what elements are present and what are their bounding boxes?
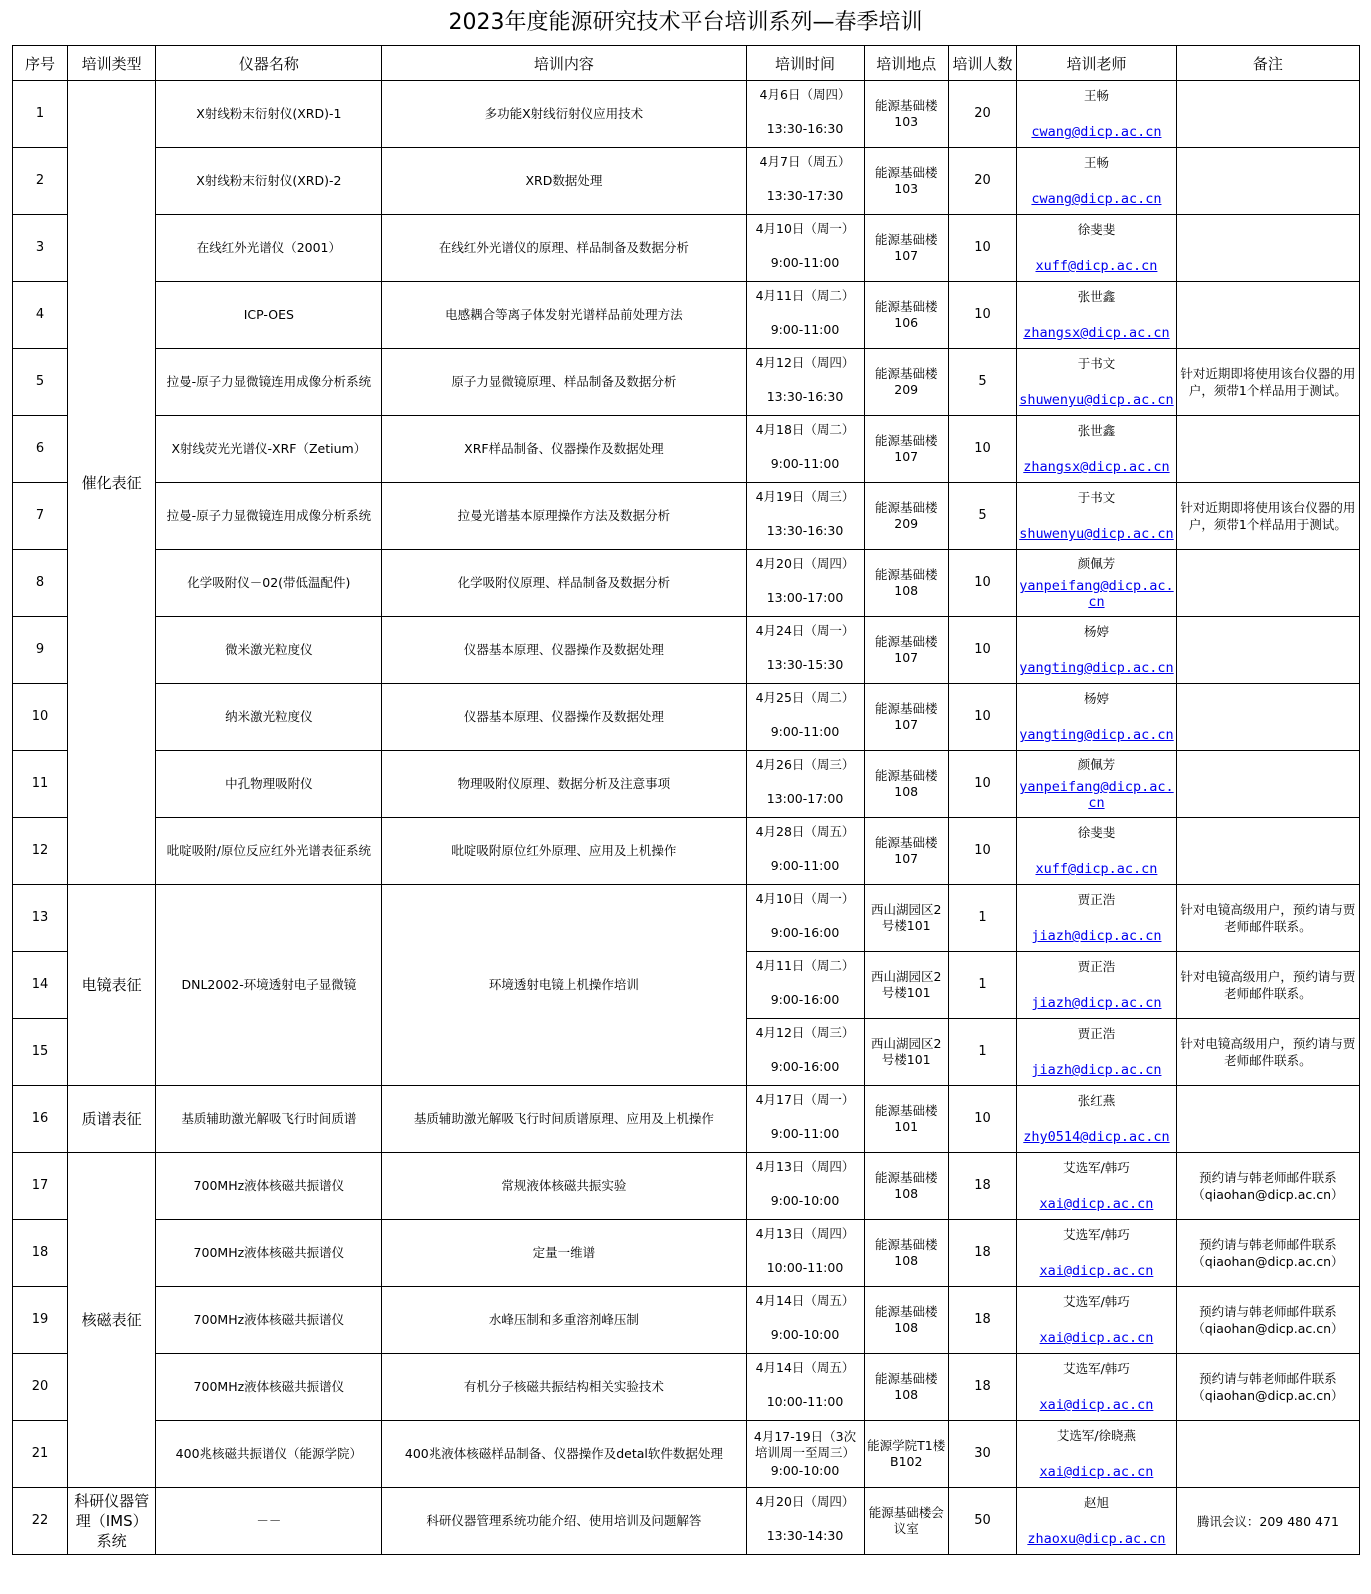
trainer-email-link[interactable]: jiazh@dicp.ac.cn [1031,928,1162,944]
training-capacity: 20 [948,81,1016,148]
remarks [1176,1421,1359,1488]
training-hours: 9:00-11:00 [770,456,840,471]
trainer-email-link[interactable]: cwang@dicp.ac.cn [1031,124,1162,140]
row-number: 3 [13,215,68,282]
remarks [1176,751,1359,818]
trainer-email-link[interactable]: jiazh@dicp.ac.cn [1031,1062,1162,1078]
training-capacity: 10 [948,818,1016,885]
training-location: 能源基础楼108 [864,1287,948,1354]
training-category: 科研仪器管理（IMS）系统 [67,1488,156,1555]
training-time [746,885,864,952]
table-row [13,483,1360,550]
trainer-name: 颜佩芳 [1077,757,1116,772]
training-location: 能源基础楼108 [864,1153,948,1220]
training-capacity: 10 [948,550,1016,617]
table-row [13,550,1360,617]
table-row [13,416,1360,483]
training-location: 能源基础楼会议室 [864,1488,948,1555]
trainer-email-link[interactable]: xuff@dicp.ac.cn [1035,861,1158,877]
training-date: 4月14日（周五） [755,1293,855,1308]
training-category: 质谱表征 [67,1086,156,1153]
table-row [13,349,1360,416]
training-date: 4月18日（周二） [755,422,855,437]
training-location: 能源基础楼107 [864,215,948,282]
training-location: 能源学院T1楼B102 [864,1421,948,1488]
training-content: 原子力显微镜原理、样品制备及数据分析 [382,349,746,416]
row-number: 15 [13,1019,68,1086]
instrument-name: 在线红外光谱仪（2001） [156,215,382,282]
trainer-email-link[interactable]: shuwenyu@dicp.ac.cn [1019,526,1174,542]
row-number: 8 [13,550,68,617]
trainer-name: 张世鑫 [1077,423,1116,438]
remarks: 预约请与韩老师邮件联系（qiaohan@dicp.ac.cn） [1176,1354,1359,1421]
training-location: 能源基础楼101 [864,1086,948,1153]
training-content: 物理吸附仪原理、数据分析及注意事项 [382,751,746,818]
training-location: 能源基础楼108 [864,1354,948,1421]
training-content: XRF样品制备、仪器操作及数据处理 [382,416,746,483]
trainer-email-link[interactable]: shuwenyu@dicp.ac.cn [1019,392,1174,408]
trainer-name: 艾选军/韩巧 [1063,1294,1130,1309]
trainer-email-link[interactable]: xai@dicp.ac.cn [1039,1464,1154,1480]
training-hours: 13:30-17:30 [766,188,844,203]
training-location: 能源基础楼107 [864,416,948,483]
trainer [1017,81,1177,148]
training-hours: 9:00-11:00 [770,1126,840,1141]
training-content: 科研仪器管理系统功能介绍、使用培训及问题解答 [382,1488,746,1555]
training-location: 西山湖园区2号楼101 [864,1019,948,1086]
training-capacity: 10 [948,684,1016,751]
remarks: 针对电镜高级用户，预约请与贾老师邮件联系。 [1176,952,1359,1019]
remarks: 针对电镜高级用户，预约请与贾老师邮件联系。 [1176,885,1359,952]
column-header: 培训地点 [864,46,948,81]
trainer [1017,1019,1177,1086]
training-content: 仪器基本原理、仪器操作及数据处理 [382,684,746,751]
training-content: 仪器基本原理、仪器操作及数据处理 [382,617,746,684]
trainer [1017,1220,1177,1287]
training-hours: 13:00-17:00 [766,590,844,605]
instrument-name: 700MHz液体核磁共振谱仪 [156,1354,382,1421]
trainer-email-link[interactable]: yangting@dicp.ac.cn [1019,727,1174,743]
training-time [746,416,864,483]
training-hours: 13:00-17:00 [766,791,844,806]
training-date: 4月10日（周一） [755,891,855,906]
trainer-email-link[interactable]: xuff@dicp.ac.cn [1035,258,1158,274]
training-time [746,1086,864,1153]
column-header: 培训类型 [67,46,156,81]
training-time [746,1153,864,1220]
training-content: 定量一维谱 [382,1220,746,1287]
training-date: 4月14日（周五） [755,1360,855,1375]
instrument-name: 化学吸附仪－02(带低温配件) [156,550,382,617]
trainer [1017,349,1177,416]
row-number: 21 [13,1421,68,1488]
trainer [1017,215,1177,282]
training-time [746,349,864,416]
training-time [746,684,864,751]
training-category: 核磁表征 [67,1153,156,1488]
training-capacity: 10 [948,416,1016,483]
page-title: 2023年度能源研究技术平台培训系列—春季培训 [448,10,923,35]
training-capacity: 18 [948,1354,1016,1421]
training-date: 4月24日（周一） [755,623,855,638]
training-date: 4月10日（周一） [755,221,855,236]
trainer-email-link[interactable]: yanpeifang@dicp.ac.cn [1019,578,1174,610]
training-capacity: 20 [948,148,1016,215]
trainer-email-link[interactable]: zhangsx@dicp.ac.cn [1023,459,1170,475]
training-time [746,550,864,617]
training-capacity: 10 [948,282,1016,349]
training-location: 能源基础楼108 [864,751,948,818]
training-category: 催化表征 [67,81,156,885]
remarks [1176,148,1359,215]
remarks [1176,1086,1359,1153]
training-hours: 9:00-11:00 [770,322,840,337]
trainer-name: 杨婷 [1083,624,1109,639]
training-content: 多功能X射线衍射仪应用技术 [382,81,746,148]
training-time [746,483,864,550]
training-hours: 13:30-16:30 [766,389,844,404]
training-content: 电感耦合等离子体发射光谱样品前处理方法 [382,282,746,349]
training-date: 4月25日（周二） [755,690,855,705]
training-capacity: 50 [948,1488,1016,1555]
remarks: 预约请与韩老师邮件联系（qiaohan@dicp.ac.cn） [1176,1153,1359,1220]
training-content: 在线红外光谱仪的原理、样品制备及数据分析 [382,215,746,282]
trainer-email-link[interactable]: yanpeifang@dicp.ac.cn [1019,779,1174,811]
training-date: 4月11日（周二） [755,288,855,303]
training-location: 能源基础楼107 [864,617,948,684]
table-row [13,1354,1360,1421]
training-date: 4月17日（周一） [755,1092,855,1107]
training-content: 有机分子核磁共振结构相关实验技术 [382,1354,746,1421]
remarks [1176,684,1359,751]
training-date: 4月12日（周四） [755,355,855,370]
training-hours: 10:00-11:00 [766,1394,844,1409]
training-date: 4月19日（周三） [755,489,855,504]
training-content: XRD数据处理 [382,148,746,215]
row-number: 2 [13,148,68,215]
trainer [1017,1086,1177,1153]
training-time [746,1421,864,1488]
row-number: 16 [13,1086,68,1153]
instrument-name: X射线粉末衍射仪(XRD)-2 [156,148,382,215]
instrument-name: X射线粉末衍射仪(XRD)-1 [156,81,382,148]
training-location: 能源基础楼209 [864,483,948,550]
table-row [13,684,1360,751]
trainer [1017,952,1177,1019]
table-header [13,46,1360,81]
training-capacity: 18 [948,1153,1016,1220]
trainer-email-link[interactable]: xai@dicp.ac.cn [1039,1263,1154,1279]
training-capacity: 10 [948,215,1016,282]
table-row [13,81,1360,148]
training-hours: 9:00-10:00 [770,1327,840,1342]
trainer-email-link[interactable]: cwang@dicp.ac.cn [1031,191,1162,207]
remarks [1176,282,1359,349]
row-number: 14 [13,952,68,1019]
training-location: 能源基础楼103 [864,148,948,215]
trainer [1017,1354,1177,1421]
training-time [746,617,864,684]
training-capacity: 5 [948,483,1016,550]
training-time [746,215,864,282]
training-date: 4月13日（周四） [755,1159,855,1174]
row-number: 5 [13,349,68,416]
table-row [13,885,1360,952]
training-location: 能源基础楼209 [864,349,948,416]
trainer [1017,885,1177,952]
training-date: 4月12日（周三） [755,1025,855,1040]
training-location: 西山湖园区2号楼101 [864,952,948,1019]
trainer-name: 王畅 [1083,88,1109,103]
instrument-name: 吡啶吸附/原位反应红外光谱表征系统 [156,818,382,885]
training-location: 能源基础楼107 [864,684,948,751]
instrument-name: 中孔物理吸附仪 [156,751,382,818]
trainer-name: 艾选军/韩巧 [1063,1361,1130,1376]
table-row [13,617,1360,684]
remarks: 针对电镜高级用户，预约请与贾老师邮件联系。 [1176,1019,1359,1086]
training-time [746,81,864,148]
trainer [1017,1421,1177,1488]
training-content: 常规液体核磁共振实验 [382,1153,746,1220]
trainer-name: 艾选军/韩巧 [1063,1227,1130,1242]
trainer-name: 徐斐斐 [1077,222,1116,237]
trainer-name: 于书文 [1077,356,1116,371]
training-date: 4月20日（周四） [755,556,855,571]
row-number: 9 [13,617,68,684]
instrument-name: 700MHz液体核磁共振谱仪 [156,1287,382,1354]
column-header: 培训内容 [382,46,746,81]
training-hours: 13:30-15:30 [766,657,844,672]
trainer [1017,148,1177,215]
table-row [13,751,1360,818]
trainer [1017,483,1177,550]
training-content: 水峰压制和多重溶剂峰压制 [382,1287,746,1354]
training-location: 能源基础楼106 [864,282,948,349]
training-hours: 9:00-16:00 [770,925,840,940]
trainer-email-link[interactable]: zhaoxu@dicp.ac.cn [1027,1531,1166,1547]
training-time [746,818,864,885]
training-hours: 9:00-11:00 [770,724,840,739]
training-content: 吡啶吸附原位红外原理、应用及上机操作 [382,818,746,885]
table-row [13,818,1360,885]
training-time [746,1287,864,1354]
row-number: 7 [13,483,68,550]
table-row [13,1421,1360,1488]
table-row [13,148,1360,215]
instrument-name: 400兆核磁共振谱仪（能源学院） [156,1421,382,1488]
training-date: 4月11日（周二） [755,958,855,973]
trainer-name: 赵旭 [1083,1495,1109,1510]
training-date: 4月6日（周四） [759,87,851,102]
training-time [746,1220,864,1287]
trainer-name: 于书文 [1077,490,1116,505]
remarks [1176,81,1359,148]
trainer [1017,550,1177,617]
training-hours: 9:00-11:00 [770,858,840,873]
instrument-name: 拉曼-原子力显微镜连用成像分析系统 [156,349,382,416]
row-number: 1 [13,81,68,148]
trainer-email-link[interactable]: xai@dicp.ac.cn [1039,1330,1154,1346]
remarks: 预约请与韩老师邮件联系（qiaohan@dicp.ac.cn） [1176,1220,1359,1287]
training-hours: 10:00-11:00 [766,1260,844,1275]
column-header: 培训时间 [746,46,864,81]
training-content: 400兆液体核磁样品制备、仪器操作及detal软件数据处理 [382,1421,746,1488]
row-number: 4 [13,282,68,349]
training-date: 4月26日（周三） [755,757,855,772]
training-date: 4月20日（周四） [755,1494,855,1509]
training-time [746,751,864,818]
trainer [1017,1287,1177,1354]
instrument-name: 700MHz液体核磁共振谱仪 [156,1220,382,1287]
training-capacity: 10 [948,1086,1016,1153]
trainer-email-link[interactable]: yangting@dicp.ac.cn [1019,660,1174,676]
training-hours: 13:30-16:30 [766,523,844,538]
instrument-name: DNL2002-环境透射电子显微镜 [156,885,382,1086]
trainer [1017,684,1177,751]
trainer-name: 贾正浩 [1077,1026,1116,1041]
remarks [1176,416,1359,483]
remarks [1176,818,1359,885]
training-content: 拉曼光谱基本原理操作方法及数据分析 [382,483,746,550]
row-number: 11 [13,751,68,818]
trainer-name: 贾正浩 [1077,892,1116,907]
trainer-email-link[interactable]: jiazh@dicp.ac.cn [1031,995,1162,1011]
training-content: 基质辅助激光解吸飞行时间质谱原理、应用及上机操作 [382,1086,746,1153]
instrument-name: 纳米激光粒度仪 [156,684,382,751]
instrument-name: ICP-OES [156,282,382,349]
trainer [1017,751,1177,818]
trainer-name: 王畅 [1083,155,1109,170]
training-date: 4月28日（周五） [755,824,855,839]
remarks [1176,215,1359,282]
trainer-name: 贾正浩 [1077,959,1116,974]
trainer-name: 颜佩芳 [1077,556,1116,571]
trainer-email-link[interactable]: zhangsx@dicp.ac.cn [1023,325,1170,341]
table-row [13,282,1360,349]
training-capacity: 1 [948,1019,1016,1086]
column-header: 培训老师 [1017,46,1177,81]
table-row [13,1086,1360,1153]
trainer-email-link[interactable]: xai@dicp.ac.cn [1039,1196,1154,1212]
row-number: 6 [13,416,68,483]
training-capacity: 10 [948,617,1016,684]
row-number: 18 [13,1220,68,1287]
trainer [1017,818,1177,885]
column-header: 仪器名称 [156,46,382,81]
training-content: 环境透射电镜上机操作培训 [382,885,746,1086]
trainer-email-link[interactable]: xai@dicp.ac.cn [1039,1397,1154,1413]
training-capacity: 10 [948,751,1016,818]
training-hours: 13:30-16:30 [766,121,844,136]
training-hours: 9:00-11:00 [770,255,840,270]
trainer-name: 杨婷 [1083,691,1109,706]
training-time [746,1488,864,1555]
training-location: 能源基础楼108 [864,1220,948,1287]
instrument-name: 拉曼-原子力显微镜连用成像分析系统 [156,483,382,550]
instrument-name: －－ [156,1488,382,1555]
training-capacity: 18 [948,1220,1016,1287]
trainer [1017,416,1177,483]
header-row [13,46,1360,81]
training-time [746,1354,864,1421]
training-content: 化学吸附仪原理、样品制备及数据分析 [382,550,746,617]
column-header: 备注 [1176,46,1359,81]
row-number: 20 [13,1354,68,1421]
training-capacity: 1 [948,885,1016,952]
training-time [746,148,864,215]
trainer [1017,617,1177,684]
training-location: 能源基础楼103 [864,81,948,148]
training-category: 电镜表征 [67,885,156,1086]
training-hours: 9:00-10:00 [770,1463,840,1478]
instrument-name: 700MHz液体核磁共振谱仪 [156,1153,382,1220]
trainer [1017,1153,1177,1220]
training-capacity: 18 [948,1287,1016,1354]
column-header: 序号 [13,46,68,81]
trainer-name: 艾选军/徐晓燕 [1056,1428,1137,1443]
row-number: 12 [13,818,68,885]
training-time [746,282,864,349]
instrument-name: X射线荧光光谱仪-XRF（Zetium） [156,416,382,483]
instrument-name: 微米激光粒度仪 [156,617,382,684]
remarks [1176,617,1359,684]
training-hours: 9:00-10:00 [770,1193,840,1208]
training-location: 能源基础楼108 [864,550,948,617]
table-row [13,1220,1360,1287]
training-schedule-table [12,45,1360,1555]
table-row [13,1488,1360,1555]
instrument-name: 基质辅助激光解吸飞行时间质谱 [156,1086,382,1153]
training-date: 4月7日（周五） [759,154,851,169]
training-capacity: 1 [948,952,1016,1019]
training-capacity: 5 [948,349,1016,416]
row-number: 13 [13,885,68,952]
training-time [746,1019,864,1086]
trainer-name: 徐斐斐 [1077,825,1116,840]
training-location: 西山湖园区2号楼101 [864,885,948,952]
trainer [1017,1488,1177,1555]
training-date: 4月13日（周四） [755,1226,855,1241]
trainer-name: 张世鑫 [1077,289,1116,304]
training-location: 能源基础楼107 [864,818,948,885]
trainer [1017,282,1177,349]
row-number: 17 [13,1153,68,1220]
remarks [1176,550,1359,617]
training-date: 4月17-19日（3次培训周一至周三） [753,1429,857,1460]
trainer-name: 张红燕 [1077,1093,1116,1108]
trainer-name: 艾选军/韩巧 [1063,1160,1130,1175]
row-number: 19 [13,1287,68,1354]
table-row [13,215,1360,282]
training-hours: 13:30-14:30 [766,1528,844,1543]
remarks: 预约请与韩老师邮件联系（qiaohan@dicp.ac.cn） [1176,1287,1359,1354]
table-row [13,1153,1360,1220]
table-body [13,81,1360,1555]
training-capacity: 30 [948,1421,1016,1488]
training-hours: 9:00-16:00 [770,1059,840,1074]
remarks: 针对近期即将使用该台仪器的用户，须带1个样品用于测试。 [1176,483,1359,550]
training-time [746,952,864,1019]
row-number: 10 [13,684,68,751]
table-row [13,1287,1360,1354]
column-header: 培训人数 [948,46,1016,81]
trainer-email-link[interactable]: zhy0514@dicp.ac.cn [1023,1129,1170,1145]
remarks: 针对近期即将使用该台仪器的用户，须带1个样品用于测试。 [1176,349,1359,416]
row-number: 22 [13,1488,68,1555]
remarks: 腾讯会议：209 480 471 [1176,1488,1359,1555]
training-hours: 9:00-16:00 [770,992,840,1007]
